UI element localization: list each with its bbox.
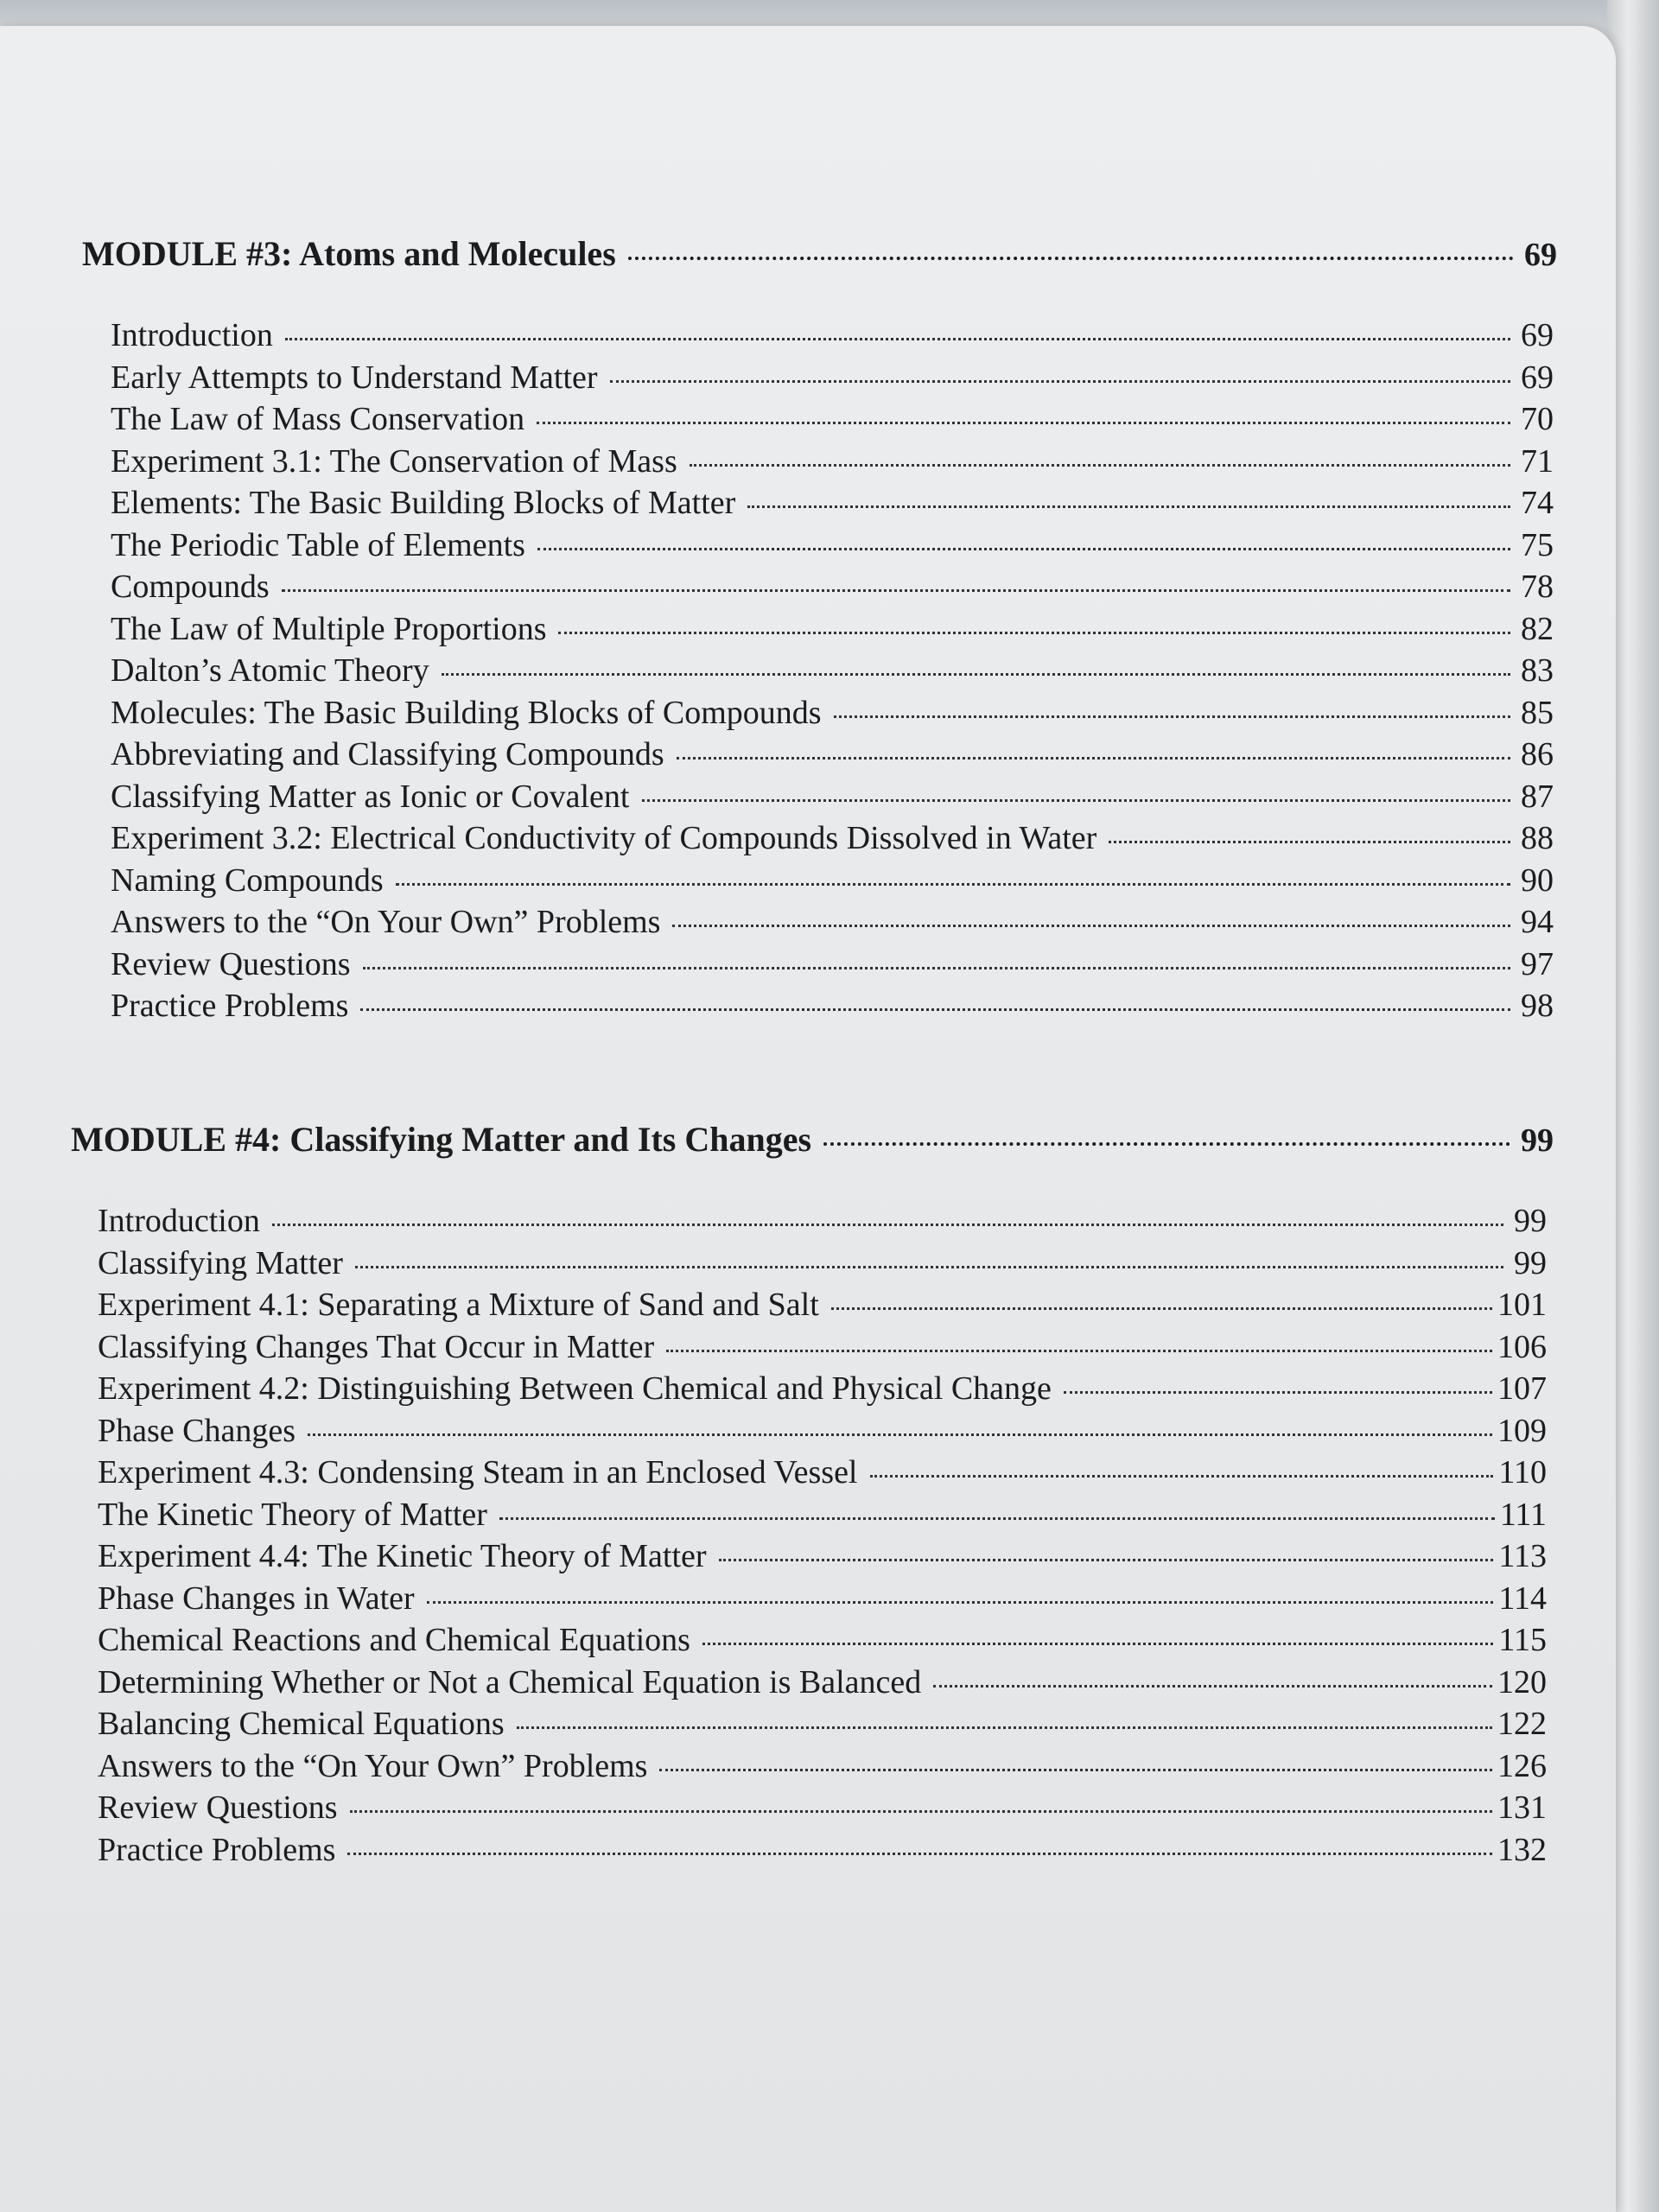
- toc-entry: [0, 735, 1616, 778]
- entry-page-number: 74: [1521, 485, 1554, 521]
- entry-page-number: 87: [1521, 778, 1554, 815]
- entry-page-number: 115: [1498, 1622, 1547, 1658]
- toc-entry: [0, 526, 1616, 569]
- entry-title: Early Attempts to Understand Matter: [111, 359, 598, 396]
- dot-leader: [396, 883, 1510, 886]
- toc-entry: [0, 1537, 1616, 1580]
- entry-page-number: 99: [1514, 1203, 1547, 1239]
- dot-leader: [610, 380, 1510, 383]
- dot-leader: [870, 1475, 1494, 1478]
- dot-leader: [690, 464, 1510, 467]
- entry-title: Balancing Chemical Equations: [98, 1706, 505, 1742]
- entry-title: Experiment 3.2: Electrical Conductivity of Compounds Dissolved in Water: [111, 820, 1097, 856]
- entry-title: Naming Compounds: [111, 861, 384, 899]
- entry-title: The Periodic Table of Elements: [111, 526, 525, 563]
- dot-leader: [1064, 1391, 1492, 1394]
- entry-page-number: 98: [1521, 988, 1554, 1024]
- entry-page-number: 85: [1521, 694, 1554, 731]
- dot-leader: [308, 1433, 1492, 1436]
- toc-entry: [0, 568, 1616, 610]
- entry-page-number: 78: [1521, 569, 1554, 605]
- entry-page-number: 109: [1497, 1412, 1547, 1449]
- entry-title: Answers to the “On Your Own” Problems: [111, 904, 661, 940]
- dot-leader: [537, 548, 1510, 550]
- entry-title: Introduction: [98, 1203, 260, 1239]
- dot-leader: [282, 589, 1510, 592]
- toc-entry: [0, 1453, 1616, 1496]
- toc-entry: [0, 316, 1616, 359]
- toc-entry: [0, 1244, 1616, 1287]
- dot-leader: [363, 967, 1510, 969]
- toc-entry: [0, 1202, 1616, 1244]
- toc-entry: [0, 778, 1616, 820]
- toc-entry: [0, 945, 1616, 988]
- dot-leader: [347, 1853, 1492, 1855]
- entry-page-number: 131: [1497, 1789, 1547, 1826]
- toc-entry: [0, 400, 1616, 442]
- dot-leader: [831, 1307, 1492, 1310]
- entry-title: Classifying Matter as Ionic or Covalent: [111, 778, 630, 815]
- toc-entry: [0, 1580, 1616, 1622]
- entry-title: Phase Changes: [98, 1412, 296, 1449]
- entry-page-number: 99: [1514, 1244, 1547, 1281]
- entry-title: Elements: The Basic Building Blocks of Matter: [111, 485, 736, 521]
- toc-entry: [0, 1286, 1616, 1328]
- book-page: [0, 26, 1616, 2212]
- dot-leader: [747, 505, 1510, 508]
- toc-entry: [0, 1663, 1616, 1706]
- dot-leader: [823, 1142, 1510, 1146]
- dot-leader: [285, 338, 1510, 340]
- entry-title: Experiment 4.3: Condensing Steam in an Enclosed Vessel: [98, 1454, 858, 1491]
- entry-title: Abbreviating and Classifying Compounds: [111, 736, 664, 772]
- toc-entry: [0, 610, 1616, 652]
- toc-entry: [0, 903, 1616, 945]
- entry-title: Answers to the “On Your Own” Problems: [98, 1747, 648, 1784]
- entry-page-number: 107: [1497, 1370, 1547, 1407]
- toc-entry: [0, 1496, 1616, 1538]
- dot-leader: [360, 1008, 1510, 1011]
- dot-leader: [558, 632, 1510, 634]
- entry-page-number: 90: [1521, 861, 1554, 899]
- toc-entry: [0, 1328, 1616, 1370]
- entry-page-number: 69: [1521, 317, 1554, 353]
- toc-entry: [0, 359, 1616, 401]
- entry-title: Chemical Reactions and Chemical Equations: [98, 1622, 690, 1658]
- module-heading: [0, 1119, 1616, 1202]
- entry-title: Experiment 4.4: The Kinetic Theory of Matter: [98, 1538, 707, 1574]
- entry-title: Determining Whether or Not a Chemical Equation is Balanced: [98, 1663, 922, 1700]
- toc-entry: [0, 1370, 1616, 1412]
- toc-entry: [0, 442, 1616, 485]
- entry-page-number: 122: [1497, 1706, 1547, 1742]
- entry-title: Review Questions: [111, 945, 351, 982]
- entry-title: Experiment 3.1: The Conservation of Mass: [111, 442, 677, 480]
- module-page-number: 69: [1524, 237, 1557, 273]
- entry-page-number: 120: [1497, 1663, 1547, 1700]
- entry-page-number: 97: [1521, 945, 1554, 982]
- toc-entry: [0, 1789, 1616, 1831]
- entry-title: Phase Changes in Water: [98, 1580, 415, 1617]
- toc-entry: [0, 694, 1616, 736]
- entry-title: Practice Problems: [98, 1831, 336, 1868]
- entry-title: Review Questions: [98, 1789, 338, 1826]
- entry-page-number: 113: [1498, 1538, 1547, 1574]
- entry-title: The Kinetic Theory of Matter: [98, 1496, 487, 1533]
- entry-page-number: 69: [1521, 359, 1554, 396]
- toc-entry: [0, 1412, 1616, 1454]
- entry-page-number: 110: [1498, 1454, 1547, 1491]
- dot-leader: [672, 925, 1510, 927]
- toc-entry: [0, 987, 1616, 1029]
- module-page-number: 99: [1521, 1122, 1554, 1159]
- toc-entry: [0, 1747, 1616, 1789]
- toc-entry: [0, 1831, 1616, 1873]
- entry-page-number: 94: [1521, 904, 1554, 940]
- dot-leader: [442, 673, 1510, 676]
- entry-page-number: 114: [1498, 1580, 1547, 1617]
- toc-entry: [0, 484, 1616, 526]
- dot-leader: [659, 1769, 1492, 1771]
- entry-title: Classifying Changes That Occur in Matter: [98, 1328, 655, 1365]
- module-heading: [0, 233, 1616, 316]
- dot-leader: [666, 1350, 1492, 1352]
- toc-entry: [0, 861, 1616, 904]
- dot-leader: [350, 1810, 1492, 1813]
- module-title: MODULE #3: Atoms and Molecules: [82, 234, 616, 273]
- entry-page-number: 106: [1497, 1328, 1547, 1365]
- entry-title: The Law of Mass Conservation: [111, 401, 525, 437]
- dot-leader: [628, 257, 1514, 260]
- dot-leader: [1109, 841, 1510, 843]
- entry-page-number: 70: [1521, 401, 1554, 437]
- toc-entry: [0, 1621, 1616, 1663]
- entry-page-number: 83: [1521, 652, 1554, 689]
- entry-page-number: 82: [1521, 610, 1554, 647]
- dot-leader: [677, 757, 1510, 760]
- dot-leader: [933, 1685, 1492, 1688]
- entry-page-number: 126: [1497, 1747, 1547, 1784]
- entry-title: Compounds: [111, 569, 270, 605]
- dot-leader: [499, 1517, 1495, 1520]
- dot-leader: [355, 1266, 1503, 1268]
- module-4-section: [0, 1119, 1616, 1872]
- entry-page-number: 132: [1497, 1831, 1547, 1868]
- dot-leader: [834, 715, 1510, 718]
- module-3-section: [0, 233, 1616, 1029]
- dot-leader: [427, 1601, 1494, 1604]
- entry-page-number: 111: [1499, 1496, 1547, 1533]
- module-title: MODULE #4: Classifying Matter and Its Changes: [71, 1120, 812, 1159]
- entry-title: Experiment 4.2: Distinguishing Between Chemical and Physical Change: [98, 1370, 1052, 1407]
- entry-page-number: 101: [1497, 1287, 1547, 1323]
- entry-title: Experiment 4.1: Separating a Mixture of Sand and Salt: [98, 1287, 819, 1323]
- entry-title: Practice Problems: [111, 988, 349, 1024]
- entry-title: Molecules: The Basic Building Blocks of Compounds: [111, 694, 822, 731]
- entry-title: Dalton’s Atomic Theory: [111, 652, 429, 689]
- entry-page-number: 71: [1521, 442, 1554, 480]
- dot-leader: [272, 1224, 1503, 1226]
- entry-page-number: 75: [1521, 526, 1554, 563]
- dot-leader: [702, 1643, 1493, 1645]
- entry-title: The Law of Multiple Proportions: [111, 610, 547, 647]
- dot-leader: [537, 422, 1510, 424]
- entry-title: Classifying Matter: [98, 1244, 343, 1281]
- entry-page-number: 86: [1521, 736, 1554, 772]
- entry-title: Introduction: [111, 317, 273, 353]
- entry-page-number: 88: [1521, 820, 1554, 856]
- dot-leader: [719, 1559, 1494, 1561]
- dot-leader: [642, 799, 1511, 802]
- toc-entry: [0, 652, 1616, 694]
- dot-leader: [517, 1726, 1492, 1729]
- toc-entry: [0, 819, 1616, 861]
- toc-entry: [0, 1705, 1616, 1747]
